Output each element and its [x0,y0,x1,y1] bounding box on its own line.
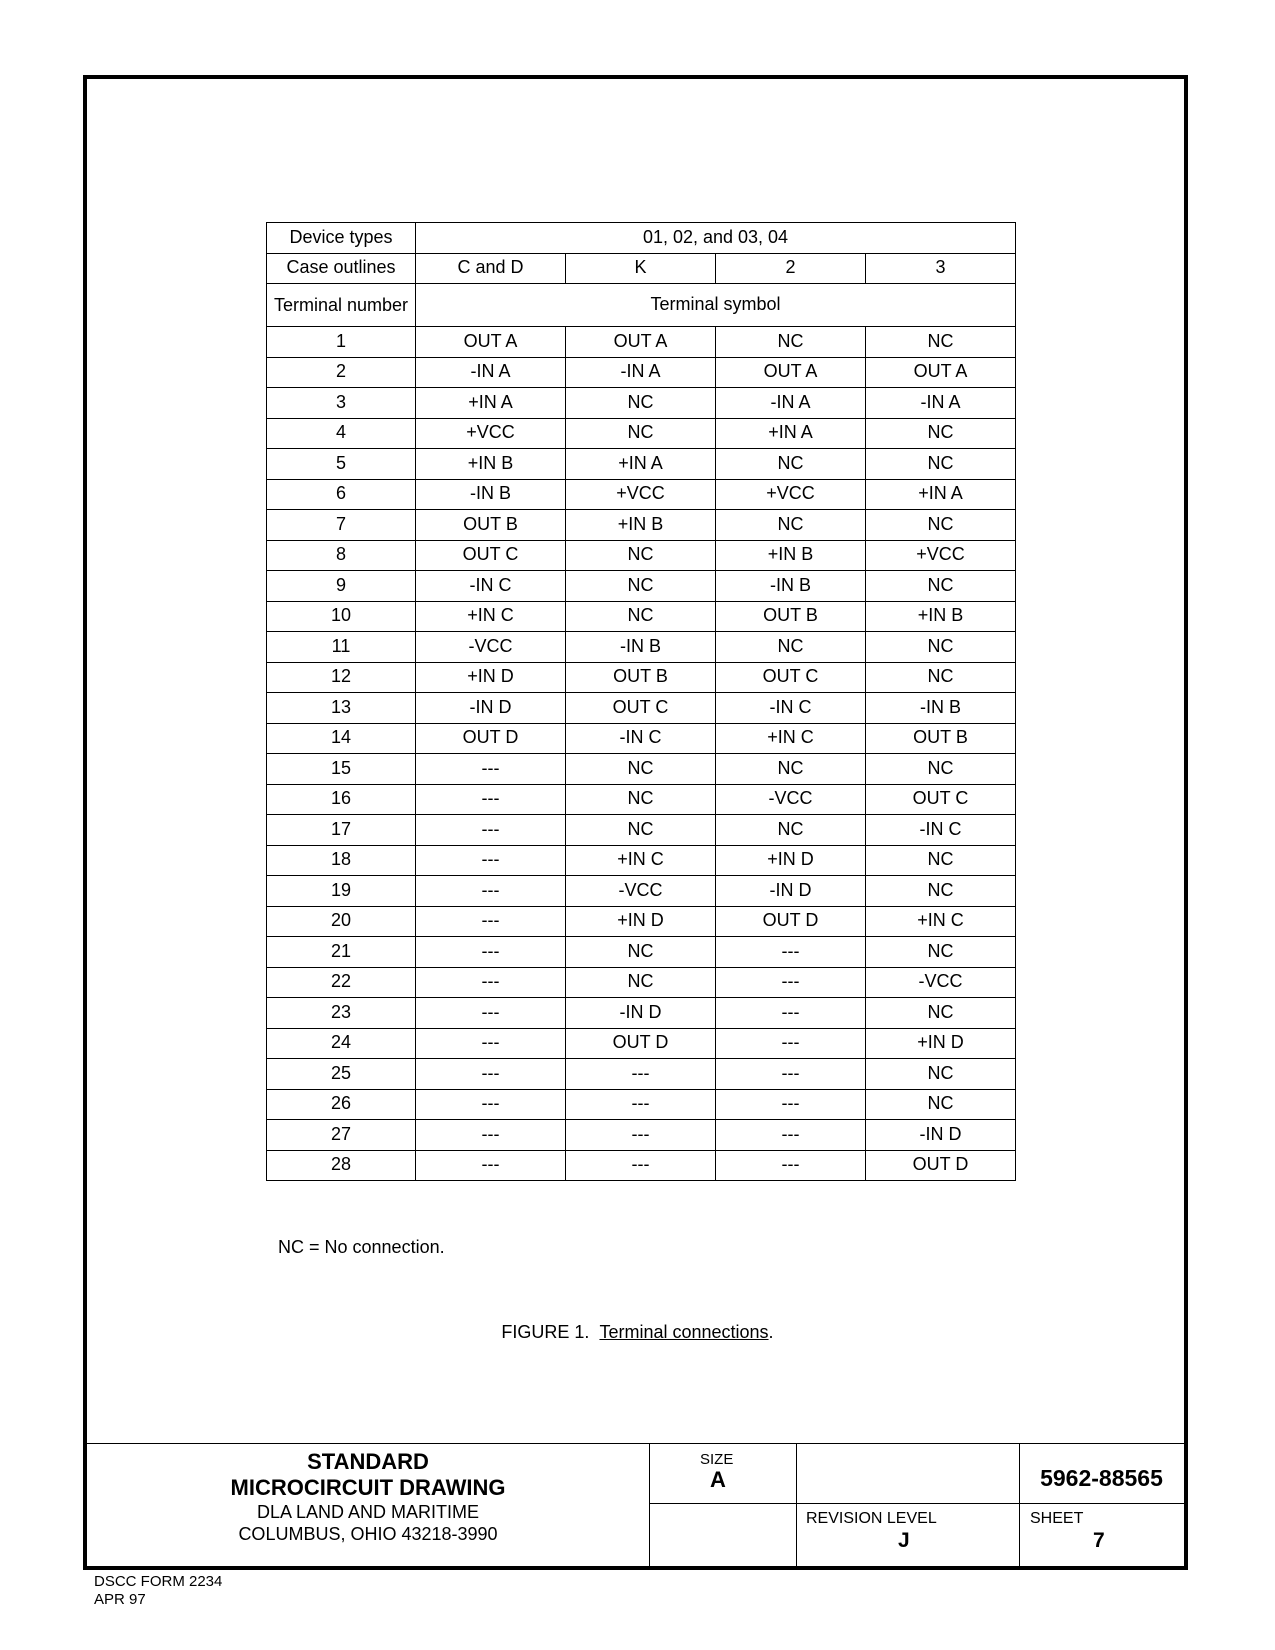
terminal-symbol-cell: OUT C [866,784,1016,815]
terminal-symbol-cell: -IN B [716,571,866,602]
terminal-connections-table [266,222,1016,1181]
terminal-symbol-cell: +IN B [866,601,1016,632]
terminal-number-cell: 9 [267,571,416,602]
terminal-symbol-cell: NC [866,876,1016,907]
terminal-symbol-cell: --- [416,998,566,1029]
terminal-symbol-cell: NC [566,754,716,785]
table-row [267,449,1016,480]
terminal-symbol-cell: -IN D [716,876,866,907]
table-row [267,418,1016,449]
terminal-symbol-cell: +IN A [416,388,566,419]
terminal-symbol-cell: --- [716,998,866,1029]
terminal-symbol-cell: NC [866,662,1016,693]
terminal-symbol-cell: +IN D [866,1028,1016,1059]
terminal-symbol-cell: +IN C [416,601,566,632]
terminal-symbol-cell: NC [866,1059,1016,1090]
terminal-symbol-cell: NC [716,754,866,785]
terminal-symbol-cell: NC [866,1089,1016,1120]
terminal-number-cell: 22 [267,967,416,998]
terminal-symbol-cell: NC [566,601,716,632]
terminal-symbol-cell: -IN D [866,1120,1016,1151]
terminal-symbol-cell: -IN D [566,998,716,1029]
revision-label: REVISION LEVEL [806,1510,937,1527]
terminal-number-cell: 27 [267,1120,416,1151]
terminal-number-cell: 10 [267,601,416,632]
terminal-number-cell: 1 [267,327,416,358]
terminal-header-row [267,284,1016,327]
table-row [267,540,1016,571]
terminal-symbol-cell: +IN A [866,479,1016,510]
terminal-symbol-cell: NC [566,815,716,846]
drawing-title: MICROCIRCUIT DRAWING [230,1475,506,1500]
terminal-symbol-cell: --- [416,967,566,998]
terminal-symbol-cell: --- [566,1150,716,1181]
terminal-symbol-cell: --- [416,1150,566,1181]
title-block-agency [87,1449,649,1545]
terminal-symbol-cell: -IN B [416,479,566,510]
terminal-symbol-cell: -IN A [866,388,1016,419]
title-block-divider [649,1443,650,1566]
device-types-label: Device types [267,223,416,254]
terminal-symbol-cell: --- [416,1089,566,1120]
terminal-symbol-cell: -IN C [716,693,866,724]
terminal-number-label: Terminal number [267,284,416,327]
table-row [267,784,1016,815]
terminal-symbol-cell: --- [716,967,866,998]
table-row [267,815,1016,846]
terminal-symbol-cell: OUT C [416,540,566,571]
document-number: 5962-88565 [1040,1465,1163,1491]
terminal-number-cell: 25 [267,1059,416,1090]
terminal-symbol-cell: NC [866,754,1016,785]
terminal-symbol-cell: +IN B [566,510,716,541]
terminal-symbol-cell: +IN C [716,723,866,754]
terminal-symbol-cell: --- [416,876,566,907]
terminal-number-cell: 28 [267,1150,416,1181]
size-value: A [710,1467,726,1492]
table-row [267,327,1016,358]
terminal-symbol-cell: --- [566,1120,716,1151]
terminal-symbol-cell: NC [566,784,716,815]
terminal-symbol-cell: --- [716,1059,866,1090]
terminal-symbol-cell: OUT A [416,327,566,358]
table-row [267,357,1016,388]
terminal-symbol-cell: NC [716,449,866,480]
terminal-symbol-cell: +IN A [566,449,716,480]
table-row [267,388,1016,419]
title-block-mid-rule [649,1503,1184,1504]
terminal-number-cell: 26 [267,1089,416,1120]
terminal-symbol-cell: NC [866,845,1016,876]
case-outlines-row [267,253,1016,284]
terminal-symbol-cell: OUT D [416,723,566,754]
form-date: APR 97 [94,1591,146,1608]
terminal-symbol-cell: +IN C [866,906,1016,937]
terminal-symbol-cell: --- [416,845,566,876]
figure-title: Terminal connections [599,1322,769,1342]
terminal-number-cell: 12 [267,662,416,693]
terminal-symbol-cell: +IN D [716,845,866,876]
agency-name: DLA LAND AND MARITIME [256,1502,480,1522]
terminal-number-cell: 17 [267,815,416,846]
terminal-symbol-cell: -IN A [716,388,866,419]
terminal-number-cell: 15 [267,754,416,785]
terminal-symbol-cell: --- [416,937,566,968]
form-number: DSCC FORM 2234 [94,1573,223,1590]
terminal-symbol-cell: -VCC [716,784,866,815]
table-row [267,876,1016,907]
form-identifier [94,1573,222,1609]
terminal-symbol-cell: +IN B [716,540,866,571]
terminal-symbol-cell: NC [566,540,716,571]
terminal-symbol-cell: +IN D [416,662,566,693]
terminal-number-cell: 4 [267,418,416,449]
terminal-number-cell: 24 [267,1028,416,1059]
terminal-symbol-cell: --- [416,815,566,846]
terminal-symbol-cell: +IN B [416,449,566,480]
terminal-symbol-cell: --- [416,754,566,785]
case-outlines-label: Case outlines [267,253,416,284]
terminal-symbol-cell: OUT B [416,510,566,541]
table-row [267,510,1016,541]
terminal-symbol-cell: NC [566,418,716,449]
case-outline-3: 3 [866,253,1016,284]
table-row [267,845,1016,876]
figure-caption [0,1322,1275,1343]
terminal-number-cell: 20 [267,906,416,937]
terminal-symbol-cell: --- [416,1028,566,1059]
terminal-symbol-cell: --- [416,784,566,815]
terminal-symbol-cell: +VCC [566,479,716,510]
terminal-symbol-cell: OUT C [716,662,866,693]
terminal-number-cell: 23 [267,998,416,1029]
revision-value: J [898,1529,910,1552]
table-row [267,1120,1016,1151]
terminal-symbol-cell: OUT D [716,906,866,937]
table-row [267,1150,1016,1181]
terminal-number-cell: 14 [267,723,416,754]
terminal-symbol-cell: NC [716,815,866,846]
terminal-symbol-cell: --- [416,1059,566,1090]
terminal-symbol-cell: OUT A [716,357,866,388]
terminal-symbol-cell: NC [866,998,1016,1029]
terminal-symbol-cell: -IN B [866,693,1016,724]
case-outline-c-and-d: C and D [416,253,566,284]
terminal-symbol-cell: -IN C [866,815,1016,846]
terminal-symbol-cell: -IN C [566,723,716,754]
terminal-symbol-cell: NC [866,937,1016,968]
case-outline-k: K [566,253,716,284]
table-row [267,632,1016,663]
table-row [267,998,1016,1029]
terminal-symbol-cell: --- [566,1059,716,1090]
terminal-symbol-cell: --- [716,1120,866,1151]
terminal-symbol-cell: OUT C [566,693,716,724]
terminal-number-cell: 2 [267,357,416,388]
terminal-number-cell: 21 [267,937,416,968]
table-row [267,1028,1016,1059]
table-row [267,906,1016,937]
table-row [267,754,1016,785]
terminal-symbol-cell: NC [866,418,1016,449]
terminal-symbol-cell: NC [866,449,1016,480]
sheet-value: 7 [1093,1529,1105,1552]
case-outline-2: 2 [716,253,866,284]
terminal-symbol-cell: --- [716,1028,866,1059]
title-block-divider [796,1443,797,1566]
terminal-symbol-cell: NC [566,388,716,419]
terminal-symbol-cell: --- [566,1089,716,1120]
title-block-divider [1019,1443,1020,1566]
terminal-symbol-cell: +VCC [716,479,866,510]
terminal-symbol-cell: -VCC [416,632,566,663]
terminal-symbol-cell: --- [716,937,866,968]
terminal-symbol-cell: -VCC [866,967,1016,998]
figure-number: FIGURE 1. [501,1322,590,1342]
terminal-number-cell: 6 [267,479,416,510]
table-row [267,937,1016,968]
device-types-row [267,223,1016,254]
terminal-symbol-cell: OUT B [716,601,866,632]
terminal-symbol-cell: --- [716,1089,866,1120]
terminal-symbol-cell: OUT A [866,357,1016,388]
terminal-number-cell: 5 [267,449,416,480]
figure-suffix: . [768,1322,774,1342]
terminal-symbol-cell: NC [566,967,716,998]
nc-note: NC = No connection. [278,1237,445,1257]
size-label: SIZE [700,1451,734,1468]
terminal-symbol-cell: -IN A [566,357,716,388]
terminal-symbol-cell: -IN B [566,632,716,663]
terminal-symbol-cell: +IN D [566,906,716,937]
terminal-symbol-cell: NC [866,571,1016,602]
terminal-symbol-cell: +IN C [566,845,716,876]
sheet-label: SHEET [1030,1510,1084,1527]
terminal-symbol-cell: --- [716,1150,866,1181]
terminal-symbol-cell: NC [566,571,716,602]
terminal-symbol-cell: OUT A [566,327,716,358]
terminal-number-cell: 8 [267,540,416,571]
terminal-symbol-cell: +VCC [866,540,1016,571]
terminal-number-cell: 11 [267,632,416,663]
terminal-symbol-cell: -IN A [416,357,566,388]
terminal-number-cell: 19 [267,876,416,907]
terminal-symbol-cell: -IN C [416,571,566,602]
terminal-symbol-cell: NC [566,937,716,968]
terminal-symbol-cell: -VCC [566,876,716,907]
table-row [267,571,1016,602]
table-row [267,693,1016,724]
terminal-symbol-cell: +IN A [716,418,866,449]
terminal-symbol-cell: --- [416,1120,566,1151]
table-row [267,723,1016,754]
terminal-symbol-cell: +VCC [416,418,566,449]
terminal-symbol-cell: NC [716,327,866,358]
terminal-number-cell: 3 [267,388,416,419]
terminal-number-cell: 18 [267,845,416,876]
terminal-number-cell: 13 [267,693,416,724]
table-row [267,1059,1016,1090]
terminal-symbol-label: Terminal symbol [416,284,1016,327]
terminal-symbol-cell: NC [866,632,1016,663]
terminal-number-cell: 7 [267,510,416,541]
terminal-symbol-cell: OUT B [566,662,716,693]
terminal-symbol-cell: OUT B [866,723,1016,754]
table-row [267,601,1016,632]
agency-address: COLUMBUS, OHIO 43218-3990 [238,1524,498,1544]
device-types-value: 01, 02, and 03, 04 [416,223,1016,254]
table-row [267,1089,1016,1120]
terminal-symbol-cell: NC [866,327,1016,358]
table-row [267,967,1016,998]
terminal-symbol-cell: NC [866,510,1016,541]
terminal-symbol-cell: OUT D [566,1028,716,1059]
terminal-symbol-cell: NC [716,632,866,663]
terminal-symbol-cell: --- [416,906,566,937]
terminal-symbol-cell: NC [716,510,866,541]
terminal-symbol-cell: OUT D [866,1150,1016,1181]
terminal-number-cell: 16 [267,784,416,815]
terminal-symbol-cell: -IN D [416,693,566,724]
standard-title: STANDARD [307,1449,429,1474]
table-row [267,662,1016,693]
table-row [267,479,1016,510]
